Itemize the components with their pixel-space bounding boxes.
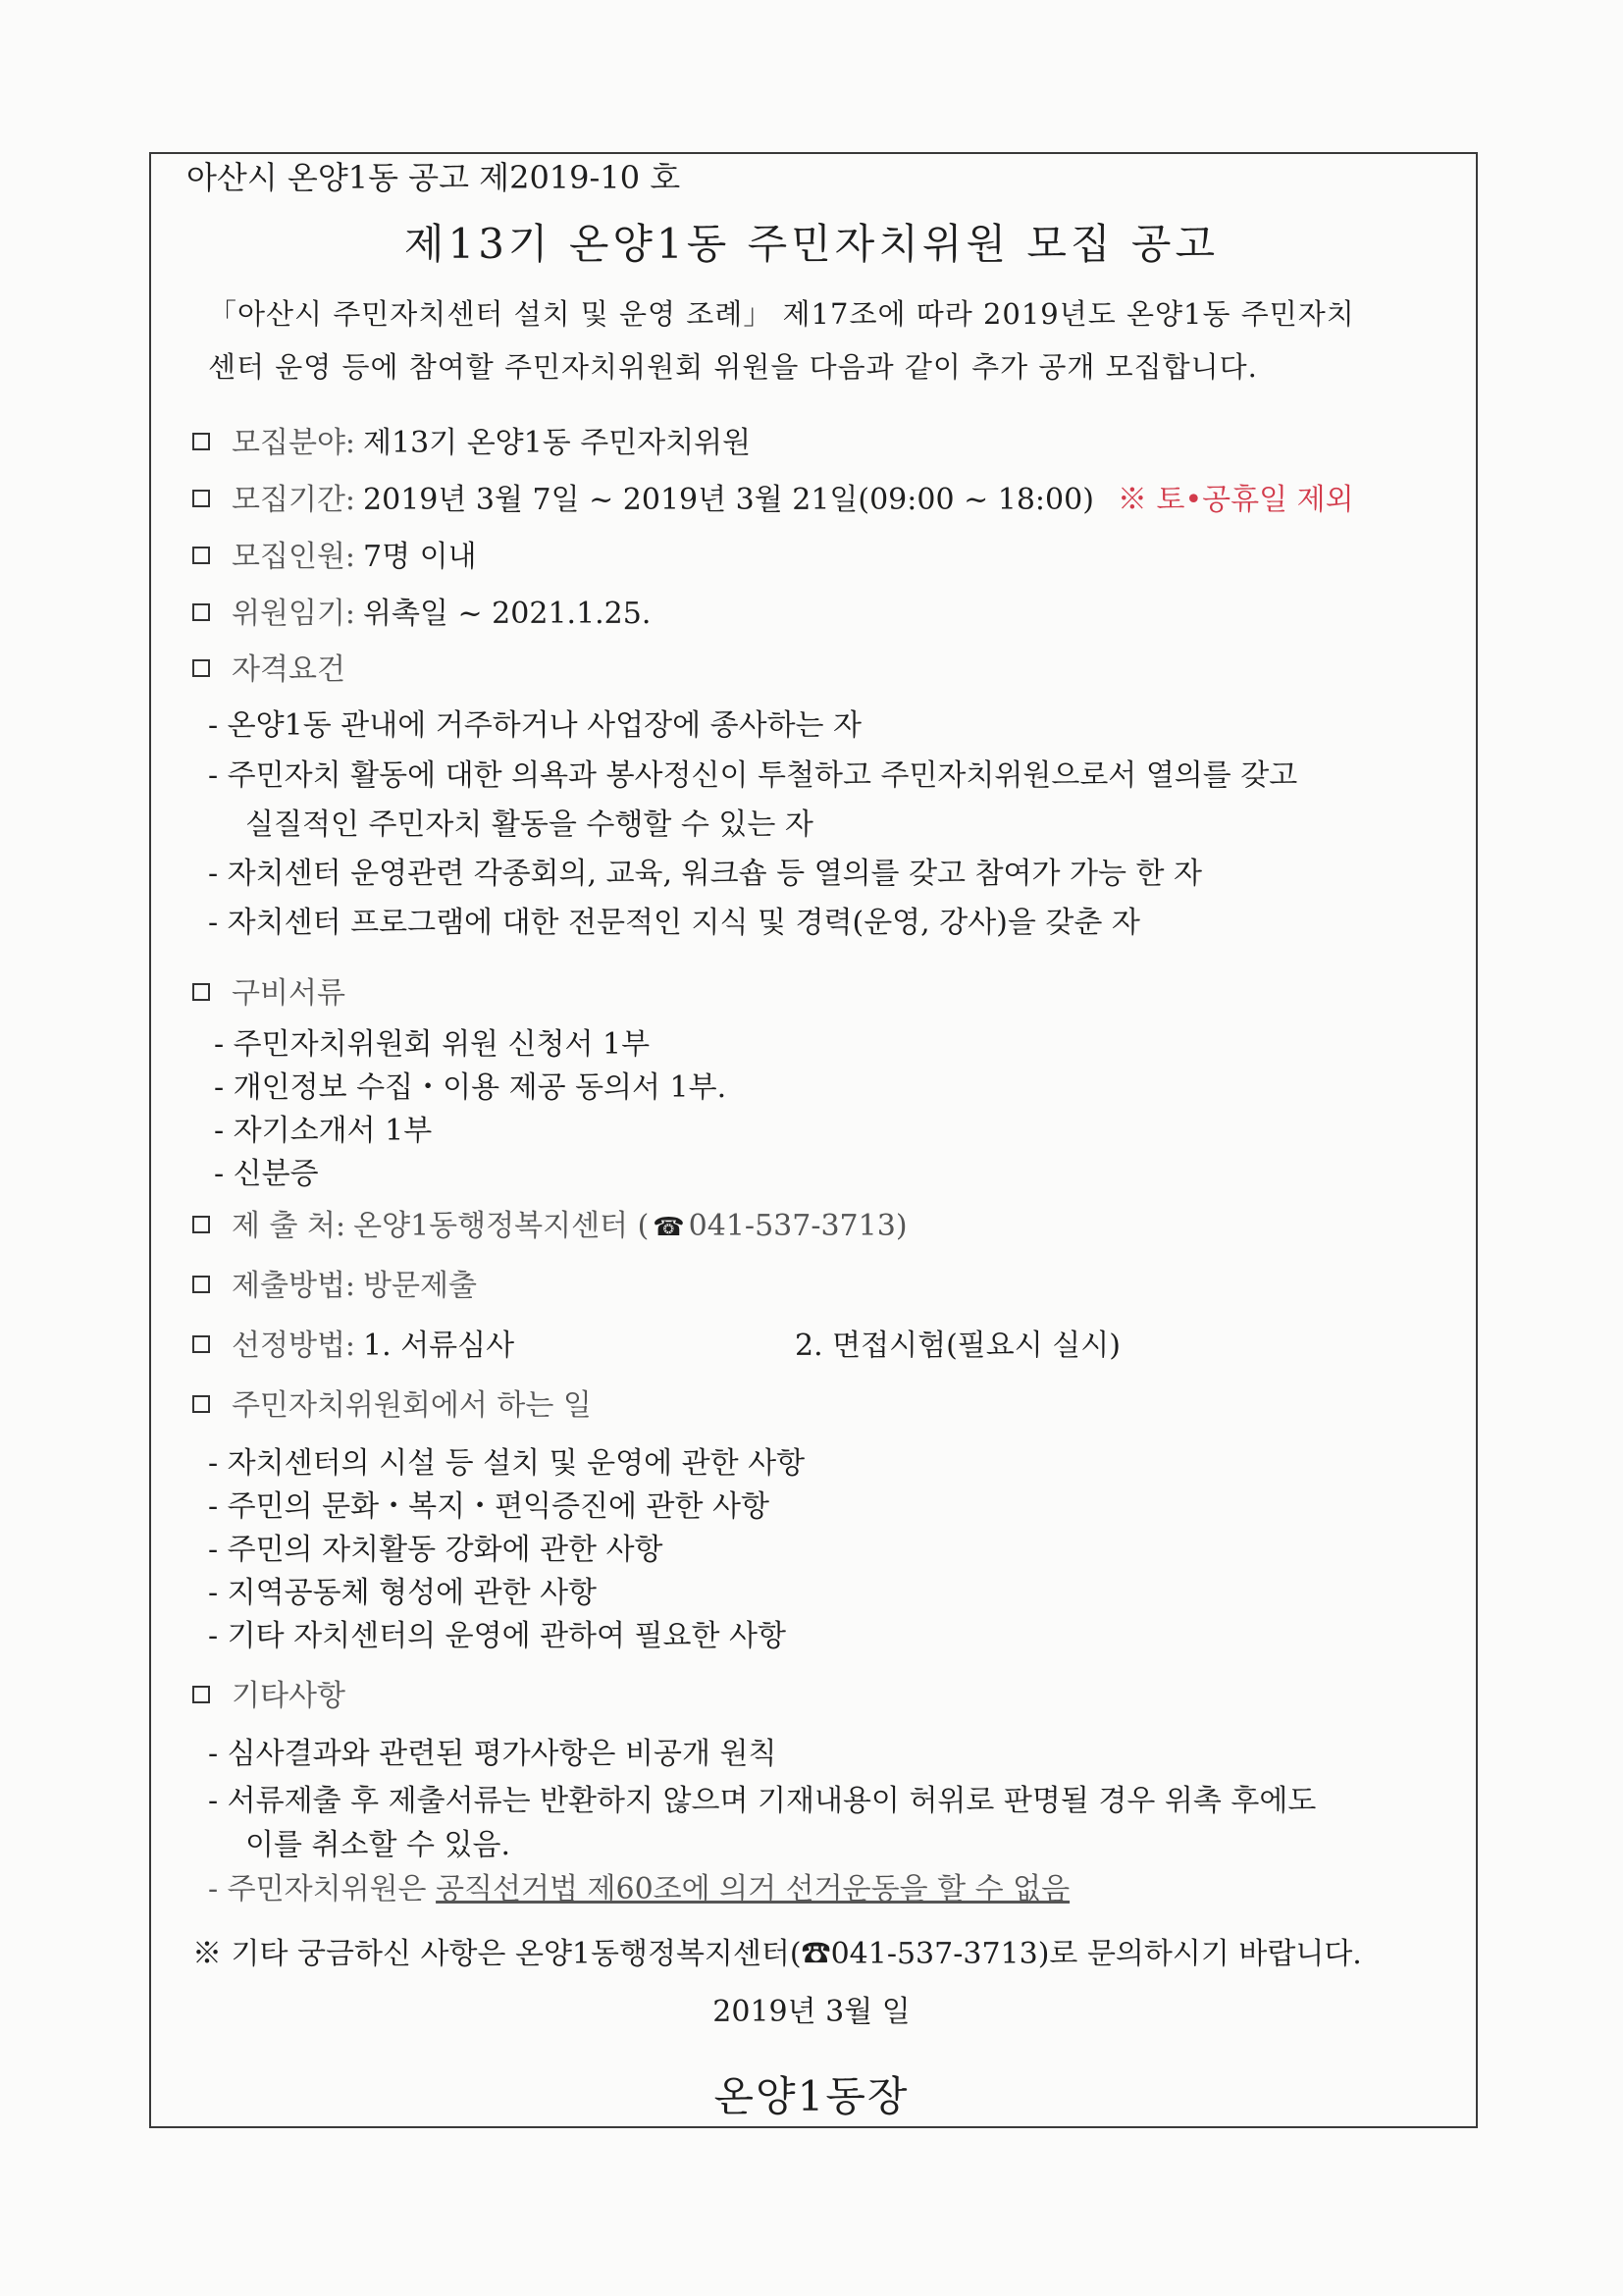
section-term: 위원임기: 위촉일 ~ 2021.1.25.	[192, 600, 651, 629]
intro-line-2: 센터 운영 등에 참여할 주민자치위원회 위원을 다음과 같이 추가 공개 모집합니다.	[208, 350, 1258, 384]
qualification-item: - 주민자치 활동에 대한 의욕과 봉사정신이 투철하고 주민자치위원으로서 열의를 갖고	[208, 758, 1298, 793]
section-documents: 구비서류	[192, 979, 353, 1009]
checkbox-square-icon	[192, 1395, 210, 1413]
checkbox-square-icon	[192, 433, 210, 450]
duty-item: - 자치센터의 시설 등 설치 및 운영에 관한 사항	[208, 1446, 806, 1481]
notice-number: 아산시 온양1동 공고 제2019-10 호	[186, 159, 681, 196]
intro-line-1: 「아산시 주민자치센터 설치 및 운영 조례」 제17조에 따라 2019년도 온양1동 주민자치	[208, 297, 1355, 331]
election-law-note: 공직선거법 제60조에 의거 선거운동을 할 수 없음	[436, 1872, 1071, 1906]
selection-step-2: 2. 면접시험(필요시 실시)	[795, 1329, 1121, 1363]
duty-item: - 기타 자치센터의 운영에 관하여 필요한 사항	[208, 1619, 786, 1653]
closing-inquiry: ※ 기타 궁금하신 사항은 온양1동행정복지센터(☎041-537-3713)로 문의하시기 바랍니다.	[192, 1937, 1362, 1971]
qualification-item: - 자치센터 프로그램에 대한 전문적인 지식 및 경력(운영, 강사)을 갖춘 자	[208, 906, 1140, 940]
duty-item: - 주민의 문화・복지・편익증진에 관한 사항	[208, 1489, 769, 1524]
section-method: 제출방법: 방문제출	[192, 1272, 477, 1301]
section-qualifications: 자격요건	[192, 655, 353, 685]
checkbox-square-icon	[192, 547, 210, 564]
holiday-note: ※ 토•공휴일 제외	[1117, 483, 1354, 517]
other-item: 이를 취소할 수 있음.	[245, 1828, 510, 1862]
notice-date: 2019년 3월 일	[712, 1995, 911, 2029]
checkbox-square-icon	[192, 1686, 210, 1703]
section-field: 모집분야: 제13기 온양1동 주민자치위원	[192, 429, 751, 458]
section-selection: 선정방법: 1. 서류심사	[192, 1331, 514, 1361]
document-item: - 주민자치위원회 위원 신청서 1부	[214, 1027, 651, 1062]
section-count: 모집인원: 7명 이내	[192, 543, 477, 572]
section-duties: 주민자치위원회에서 하는 일	[192, 1391, 600, 1421]
section-others: 기타사항	[192, 1682, 353, 1711]
checkbox-square-icon	[192, 603, 210, 621]
document-item: - 자기소개서 1부	[214, 1114, 433, 1148]
checkbox-square-icon	[192, 1335, 210, 1353]
page-title: 제13기 온양1동 주민자치위원 모집 공고	[403, 220, 1220, 268]
document-item: - 신분증	[214, 1157, 319, 1191]
other-item: - 서류제출 후 제출서류는 반환하지 않으며 기재내용이 허위로 판명될 경우 위촉 후에도	[208, 1784, 1317, 1818]
checkbox-square-icon	[192, 659, 210, 677]
qualification-item: 실질적인 주민자치 활동을 수행할 수 있는 자	[245, 808, 813, 842]
checkbox-square-icon	[192, 983, 210, 1001]
checkbox-square-icon	[192, 1276, 210, 1293]
duty-item: - 지역공동체 형성에 관한 사항	[208, 1576, 598, 1610]
signature-office: 온양1동장	[713, 2072, 910, 2120]
telephone-icon: ☎	[653, 1213, 685, 1242]
other-item: - 심사결과와 관련된 평가사항은 비공개 원칙	[208, 1737, 777, 1771]
section-submit-to: 제 출 처: 온양1동행정복지센터 ( ☎ 041-537-3713)	[192, 1212, 908, 1241]
qualification-item: - 온양1동 관내에 거주하거나 사업장에 종사하는 자	[208, 708, 863, 743]
other-item-election: - 주민자치위원은 공직선거법 제60조에 의거 선거운동을 할 수 없음	[208, 1872, 1071, 1906]
document-item: - 개인정보 수집・이용 제공 동의서 1부.	[214, 1070, 727, 1105]
duty-item: - 주민의 자치활동 강화에 관한 사항	[208, 1533, 663, 1567]
qualification-item: - 자치센터 운영관련 각종회의, 교육, 워크숍 등 열의를 갖고 참여가 가능 한 자	[208, 857, 1203, 891]
section-period: 모집기간: 2019년 3월 7일 ~ 2019년 3월 21일(09:00 ~ 18:00) ※ 토•공휴일 제외	[192, 486, 1354, 515]
checkbox-square-icon	[192, 490, 210, 507]
checkbox-square-icon	[192, 1216, 210, 1233]
